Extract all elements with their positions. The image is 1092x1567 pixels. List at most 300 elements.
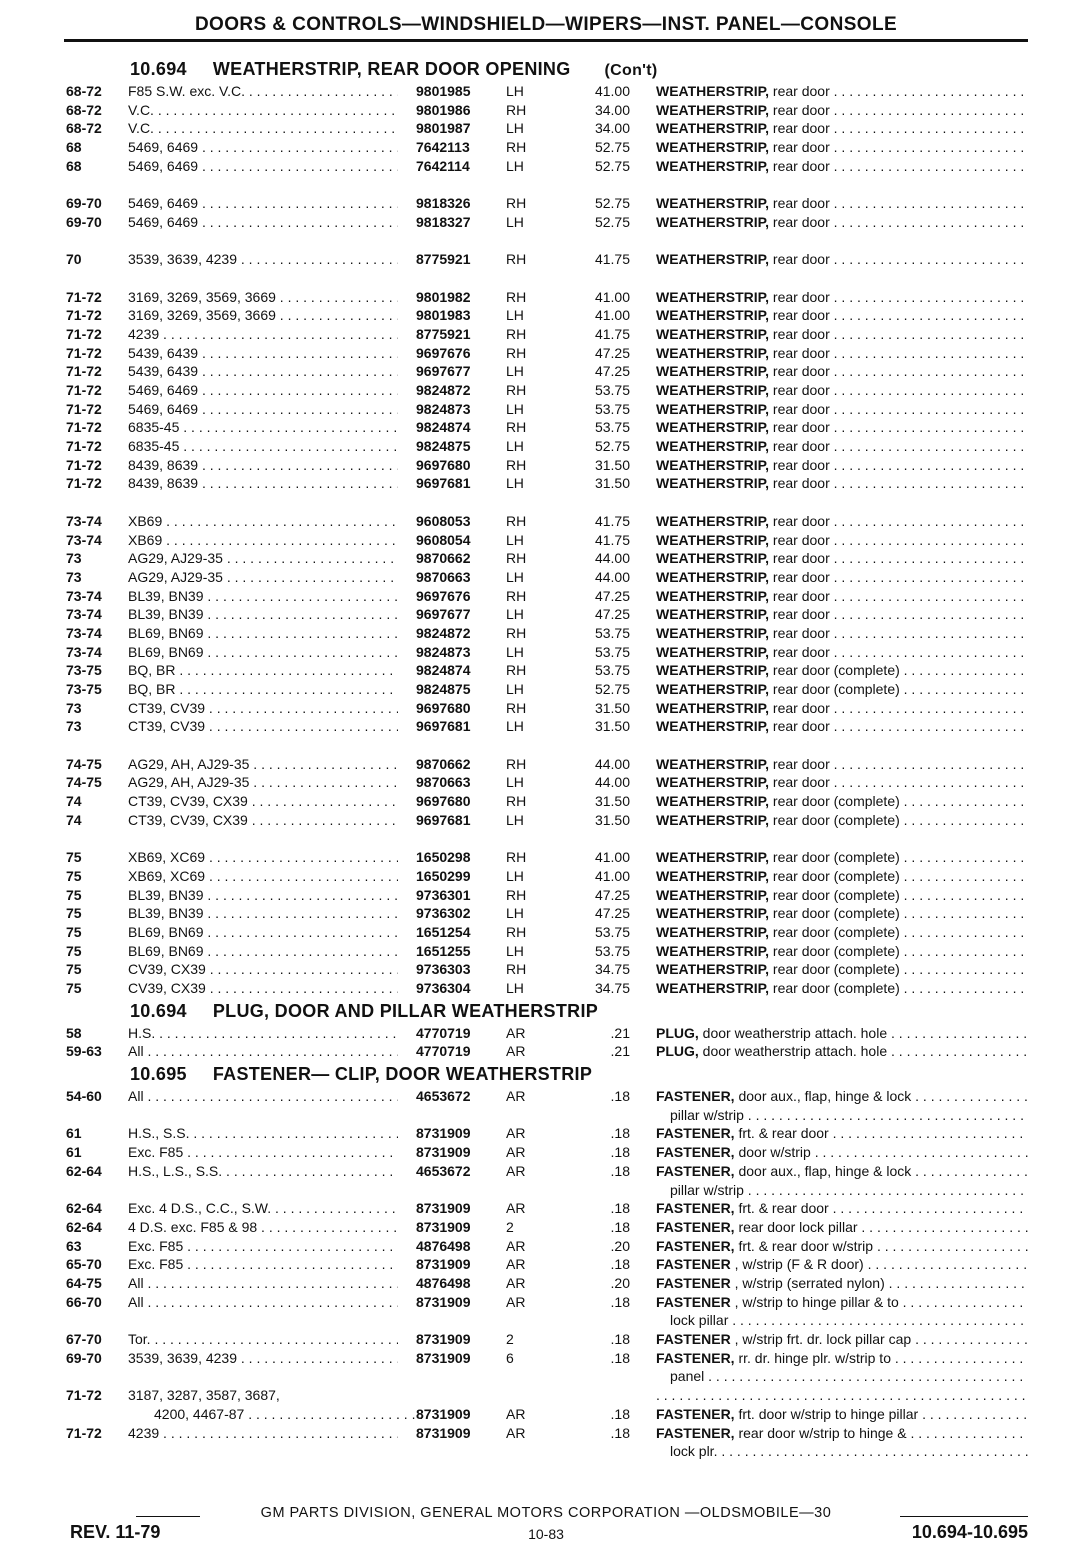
table-row (64, 811, 1028, 830)
table-row (64, 381, 1028, 400)
year-cell: 62-64 (66, 1162, 102, 1179)
year-cell: 74 (66, 811, 82, 828)
description-bold: WEATHERSTRIP, (656, 120, 770, 137)
description-bold: WEATHERSTRIP, (656, 662, 770, 679)
year-cell: 71-72 (66, 363, 102, 380)
part-number-cell: 9801986 (416, 101, 471, 118)
table-row (64, 605, 1028, 624)
description-cell (656, 960, 1028, 979)
description-cell (656, 362, 1028, 381)
description-continued: lock plr. . . . (670, 1443, 1028, 1459)
quantity-cell: LH (506, 774, 524, 791)
year-cell: 74-75 (66, 774, 102, 791)
year-cell: 73 (66, 568, 82, 585)
description-text (656, 924, 1028, 940)
description-bold: FASTENER, (656, 1144, 735, 1161)
part-number-cell: 9736304 (416, 980, 471, 996)
table-row (64, 362, 1028, 381)
table-row (64, 213, 1028, 232)
table-row (64, 1424, 1028, 1461)
description-text (656, 345, 1028, 361)
description-bold: WEATHERSTRIP, (656, 101, 770, 118)
description-rest: rear door (769, 531, 830, 548)
quantity-cell: RH (506, 139, 527, 156)
quantity-cell: RH (506, 793, 527, 810)
year-cell: 62-64 (66, 1218, 102, 1235)
description-text (656, 214, 1028, 230)
model-cell (128, 680, 398, 699)
model-text: BL39, BN39 . . . (128, 905, 398, 921)
table-row (64, 400, 1028, 419)
quantity-cell: RH (506, 699, 527, 716)
description-rest: rear door (769, 139, 830, 156)
quantity-cell: LH (506, 718, 524, 735)
description-bold: WEATHERSTRIP, (656, 157, 770, 174)
price-cell: 47.25 (594, 344, 630, 361)
price-cell: .18 (610, 1256, 630, 1273)
table-row (64, 288, 1028, 307)
description-rest: rear door (769, 699, 830, 716)
description-rest: rear door (complete) (769, 811, 900, 828)
quantity-cell: RH (506, 755, 527, 772)
quantity-cell: LH (506, 980, 524, 996)
description-line (656, 811, 1028, 830)
description-cell (656, 381, 1028, 400)
model-cell (128, 138, 398, 157)
table-row (64, 886, 1028, 905)
price-cell: 53.75 (594, 942, 630, 959)
description-cell (656, 755, 1028, 774)
model-text: 3169, 3269, 3569, 3669 . . . (128, 307, 398, 323)
description-bold: WEATHERSTRIP, (656, 382, 770, 398)
description-cell (656, 101, 1028, 120)
price-cell: 53.75 (594, 662, 630, 679)
quantity-cell: AR (506, 1274, 526, 1291)
description-bold: WEATHERSTRIP, (656, 774, 770, 791)
description-bold: WEATHERSTRIP, (656, 905, 770, 922)
model-text: CV39, CX39 . . . (128, 961, 398, 977)
price-cell: 53.75 (594, 624, 630, 641)
table-row (64, 942, 1028, 961)
part-number-cell: 4876498 (416, 1274, 471, 1291)
quantity-cell: RH (506, 325, 527, 342)
model-cell (128, 923, 398, 942)
description-cell (656, 418, 1028, 437)
description-bold: WEATHERSTRIP, (656, 886, 770, 903)
section-name: FASTENER— CLIP, DOOR WEATHERSTRIP (212, 1064, 593, 1085)
quantity-cell: RH (506, 251, 527, 268)
description-line (656, 923, 1028, 942)
model-cell (128, 82, 398, 101)
description-cell (656, 531, 1028, 550)
footer-publisher: GM PARTS DIVISION, GENERAL MOTORS CORPORATION —OLDSMOBILE—30 (260, 1505, 832, 1521)
part-number-cell: 9736303 (416, 961, 471, 978)
price-cell: 41.75 (594, 251, 630, 268)
description-line (656, 119, 1028, 138)
quantity-cell: RH (506, 195, 527, 212)
table-row (64, 1255, 1028, 1274)
quantity-cell: AR (506, 1088, 526, 1105)
year-cell: 71-72 (66, 307, 102, 324)
description-cell (656, 119, 1028, 138)
description-line (656, 848, 1028, 867)
price-cell: 53.75 (594, 923, 630, 940)
quantity-cell: RH (506, 382, 527, 398)
description-text (656, 849, 1028, 865)
section-range: 10.694-10.695 (911, 1522, 1028, 1542)
quantity-cell: LH (506, 400, 524, 417)
description-rest: door aux., flap, hinge & lock (734, 1088, 912, 1105)
quantity-cell: LH (506, 83, 524, 99)
description-bold: WEATHERSTRIP, (656, 195, 770, 212)
model-cell (128, 1274, 398, 1293)
description-cell (656, 138, 1028, 157)
description-bold: WEATHERSTRIP, (656, 942, 770, 959)
price-cell: 31.50 (594, 811, 630, 828)
description-line (656, 1405, 1028, 1424)
row-spacer (64, 175, 1028, 194)
description-text (656, 139, 1028, 155)
description-bold: WEATHERSTRIP, (656, 681, 770, 697)
price-cell: 34.75 (594, 980, 630, 996)
description-cell (656, 886, 1028, 905)
description-line (656, 960, 1028, 979)
description-cell (656, 1124, 1028, 1143)
description-line (656, 624, 1028, 643)
description-bold: WEATHERSTRIP, (656, 325, 770, 342)
model-text: CV39, CX39 . . . (128, 980, 398, 996)
section-title (64, 998, 1028, 1024)
description-text (656, 550, 1028, 566)
description-cell (656, 680, 1028, 699)
table-row (64, 1087, 1028, 1124)
row-spacer (64, 269, 1028, 288)
description-bold: WEATHERSTRIP, (656, 980, 770, 996)
description-bold: WEATHERSTRIP, (656, 699, 770, 716)
description-cell (656, 717, 1028, 736)
price-cell: 41.75 (594, 325, 630, 342)
year-cell: 62-64 (66, 1200, 102, 1217)
description-rest: rear door w/strip to hinge & (734, 1424, 907, 1441)
price-cell: 41.75 (594, 531, 630, 548)
table-row (64, 755, 1028, 774)
description-cell (656, 1293, 1028, 1330)
part-number-cell: 9824875 (416, 681, 471, 697)
description-line (656, 362, 1028, 381)
model-cell (128, 699, 398, 718)
year-cell: 68-72 (66, 83, 102, 99)
model-cell (128, 1087, 398, 1106)
price-cell: 52.75 (594, 213, 630, 230)
description-text (656, 251, 1028, 267)
model-cell (128, 288, 398, 307)
model-cell (128, 1124, 398, 1143)
description-text (656, 943, 1028, 959)
part-number-cell: 8731909 (416, 1349, 471, 1366)
year-cell: 63 (66, 1237, 82, 1254)
year-cell: 69-70 (66, 195, 102, 212)
description-cell (656, 923, 1028, 942)
model-text: BQ, BR . . . (128, 662, 398, 678)
model-text: 5469, 6469 . . . (128, 158, 398, 174)
year-cell: 73-74 (66, 531, 102, 548)
part-number-cell: 8731909 (416, 1218, 471, 1235)
description-bold: WEATHERSTRIP, (656, 512, 770, 529)
description-text (656, 1163, 1028, 1179)
model-cell (128, 1199, 398, 1218)
description-line (656, 1162, 1028, 1181)
part-number-cell: 9824872 (416, 624, 471, 641)
model-cell (128, 643, 398, 662)
price-cell: .18 (610, 1349, 630, 1366)
description-line (656, 101, 1028, 120)
description-line (656, 587, 1028, 606)
description-line (656, 138, 1028, 157)
description-text (656, 326, 1028, 342)
footer-rule-left (136, 1516, 200, 1517)
part-number-cell: 8731909 (416, 1256, 471, 1273)
description-rest: frt. & rear door w/strip (734, 1237, 874, 1254)
description-rest: rear door (769, 624, 830, 641)
description-line (656, 1042, 1028, 1061)
description-bold: FASTENER (656, 1331, 731, 1348)
quantity-cell: AR (506, 1043, 526, 1060)
description-cell (656, 400, 1028, 419)
description-cell (656, 1143, 1028, 1162)
description-cell (656, 325, 1028, 344)
model-text: CT39, CV39 . . . (128, 718, 398, 734)
page-number: 10-83 (528, 1526, 564, 1542)
table-row (64, 624, 1028, 643)
year-cell: 75 (66, 905, 82, 922)
model-text: AG29, AJ29-35 . . . (128, 569, 398, 585)
quantity-cell: AR (506, 1024, 526, 1041)
part-number-cell: 8731909 (416, 1405, 471, 1422)
description-line (656, 1143, 1028, 1162)
description-text (656, 1425, 1028, 1441)
model-cell (128, 418, 398, 437)
table-row (64, 250, 1028, 269)
description-cell (656, 1255, 1028, 1274)
table-row (64, 456, 1028, 475)
table-row (64, 1042, 1028, 1061)
description-rest: rear door (769, 83, 830, 99)
quantity-cell: 6 (506, 1349, 514, 1366)
description-bold: WEATHERSTRIP, (656, 531, 770, 548)
part-number-cell: 9870663 (416, 568, 471, 585)
part-number-cell: 9824872 (416, 382, 471, 398)
description-line (656, 773, 1028, 792)
year-cell: 71-72 (66, 344, 102, 361)
price-cell: .18 (610, 1331, 630, 1348)
description-rest: door w/strip (734, 1144, 811, 1161)
model-text: V.C. . . . (128, 102, 398, 118)
year-cell: 73-74 (66, 587, 102, 604)
year-cell: 73 (66, 699, 82, 716)
price-cell: 53.75 (594, 400, 630, 417)
year-cell: 73-75 (66, 662, 102, 679)
year-cell: 73-74 (66, 512, 102, 529)
quantity-cell: LH (506, 942, 524, 959)
model-text: H.S., S.S. . . . (128, 1125, 398, 1141)
description-cell (656, 792, 1028, 811)
description-bold: WEATHERSTRIP, (656, 643, 770, 660)
description-text (656, 289, 1028, 305)
model-text: XB69, XC69 . . . (128, 849, 398, 865)
description-text (656, 532, 1028, 548)
year-cell: 73-74 (66, 643, 102, 660)
model-cell (128, 904, 398, 923)
model-cell (128, 1024, 398, 1043)
description-cell (656, 213, 1028, 232)
description-text (656, 1200, 1028, 1216)
table-row (64, 1405, 1028, 1424)
description-cell (656, 1386, 1028, 1405)
model-cell (128, 1042, 398, 1061)
description-text (656, 1387, 1028, 1403)
quantity-cell: LH (506, 811, 524, 828)
price-cell: .18 (610, 1162, 630, 1179)
quantity-cell: 2 (506, 1331, 514, 1348)
description-bold: WEATHERSTRIP, (656, 718, 770, 735)
description-rest: rear door (769, 512, 830, 529)
description-cell (656, 437, 1028, 456)
part-number-cell: 4770719 (416, 1024, 471, 1041)
year-cell: 61 (66, 1125, 82, 1142)
quantity-cell: LH (506, 568, 524, 585)
price-cell: 53.75 (594, 382, 630, 398)
description-bold: WEATHERSTRIP, (656, 811, 770, 828)
description-line (656, 1330, 1028, 1349)
quantity-cell: LH (506, 157, 524, 174)
description-line (656, 680, 1028, 699)
price-cell: 31.50 (594, 456, 630, 473)
model-text: H.S., L.S., S.S. . . . (128, 1163, 398, 1179)
year-cell: 61 (66, 1144, 82, 1161)
model-text: CT39, CV39 . . . (128, 700, 398, 716)
model-cell (128, 1218, 398, 1237)
model-text: 5469, 6469 . . . (128, 195, 398, 211)
description-rest: rear door (769, 400, 830, 417)
table-row (64, 82, 1028, 101)
description-cell (656, 624, 1028, 643)
quantity-cell: LH (506, 438, 524, 455)
description-rest: rear door (769, 363, 830, 380)
price-cell: 52.75 (594, 195, 630, 212)
price-cell: .21 (610, 1043, 630, 1060)
part-number-cell: 9697676 (416, 344, 471, 361)
table-row (64, 680, 1028, 699)
price-cell: .18 (610, 1424, 630, 1441)
section-title (64, 56, 1028, 82)
year-cell: 71-72 (66, 475, 102, 492)
year-cell: 71-72 (66, 1424, 102, 1441)
description-cell (656, 1087, 1028, 1124)
description-bold: PLUG, (656, 1043, 699, 1060)
table-row (64, 306, 1028, 325)
description-bold: WEATHERSTRIP, (656, 624, 770, 641)
description-bold: WEATHERSTRIP, (656, 568, 770, 585)
description-rest: , w/strip (F & R door) (730, 1256, 864, 1273)
model-text: CT39, CV39, CX39 . . . (128, 793, 398, 809)
description-text (656, 1275, 1028, 1291)
quantity-cell: AR (506, 1200, 526, 1217)
part-number-cell: 9824875 (416, 438, 471, 455)
model-text: AG29, AH, AJ29-35 . . . (128, 756, 398, 772)
description-bold: FASTENER, (656, 1424, 735, 1441)
description-rest: rear door (complete) (769, 923, 900, 940)
model-text: Exc. 4 D.S., C.C., S.W. . . . (128, 1200, 398, 1216)
model-text: BL39, BN39 . . . (128, 588, 398, 604)
model-text: Exc. F85 . . . (128, 1144, 398, 1160)
quantity-cell: LH (506, 307, 524, 324)
description-rest: frt. & rear door (734, 1125, 829, 1142)
description-bold: PLUG, (656, 1024, 699, 1041)
table-row (64, 773, 1028, 792)
price-cell: 53.75 (594, 643, 630, 660)
quantity-cell: RH (506, 550, 527, 567)
table-row (64, 437, 1028, 456)
price-cell: 41.00 (594, 849, 630, 866)
table-row (64, 549, 1028, 568)
model-cell (128, 1424, 398, 1443)
description-text (656, 756, 1028, 772)
description-text (656, 513, 1028, 529)
description-rest: rear door (complete) (769, 681, 900, 697)
description-text (656, 718, 1028, 734)
description-text (656, 457, 1028, 473)
quantity-cell: AR (506, 1424, 526, 1441)
year-cell: 69-70 (66, 213, 102, 230)
part-number-cell: 9870663 (416, 774, 471, 791)
description-cell (656, 643, 1028, 662)
quantity-cell: RH (506, 886, 527, 903)
part-number-cell: 9697676 (416, 587, 471, 604)
model-cell (128, 1255, 398, 1274)
row-spacer (64, 830, 1028, 849)
part-number-cell: 8775921 (416, 251, 471, 268)
part-number-cell: 1651255 (416, 942, 471, 959)
description-line (656, 1349, 1028, 1368)
part-number-cell: 9697681 (416, 475, 471, 492)
table-row (64, 867, 1028, 886)
description-line (656, 1274, 1028, 1293)
description-line (656, 755, 1028, 774)
description-line (656, 456, 1028, 475)
year-cell: 71-72 (66, 325, 102, 342)
model-cell (128, 886, 398, 905)
description-line (656, 512, 1028, 531)
description-rest: frt. door w/strip to hinge pillar (734, 1405, 919, 1422)
model-text: 4239 . . . (128, 326, 398, 342)
year-cell: 59-63 (66, 1043, 102, 1060)
description-rest: rear door lock pillar (734, 1218, 858, 1235)
description-text (656, 158, 1028, 174)
year-cell: 68-72 (66, 101, 102, 118)
description-bold: FASTENER, (656, 1162, 735, 1179)
description-line (656, 1124, 1028, 1143)
quantity-cell: LH (506, 643, 524, 660)
model-cell (128, 624, 398, 643)
model-cell (128, 979, 398, 998)
description-text (656, 644, 1028, 660)
description-cell (656, 1199, 1028, 1218)
quantity-cell: LH (506, 531, 524, 548)
part-number-cell: 9870662 (416, 550, 471, 567)
description-cell (656, 605, 1028, 624)
part-number-cell: 1650299 (416, 867, 471, 884)
description-line (656, 1024, 1028, 1043)
